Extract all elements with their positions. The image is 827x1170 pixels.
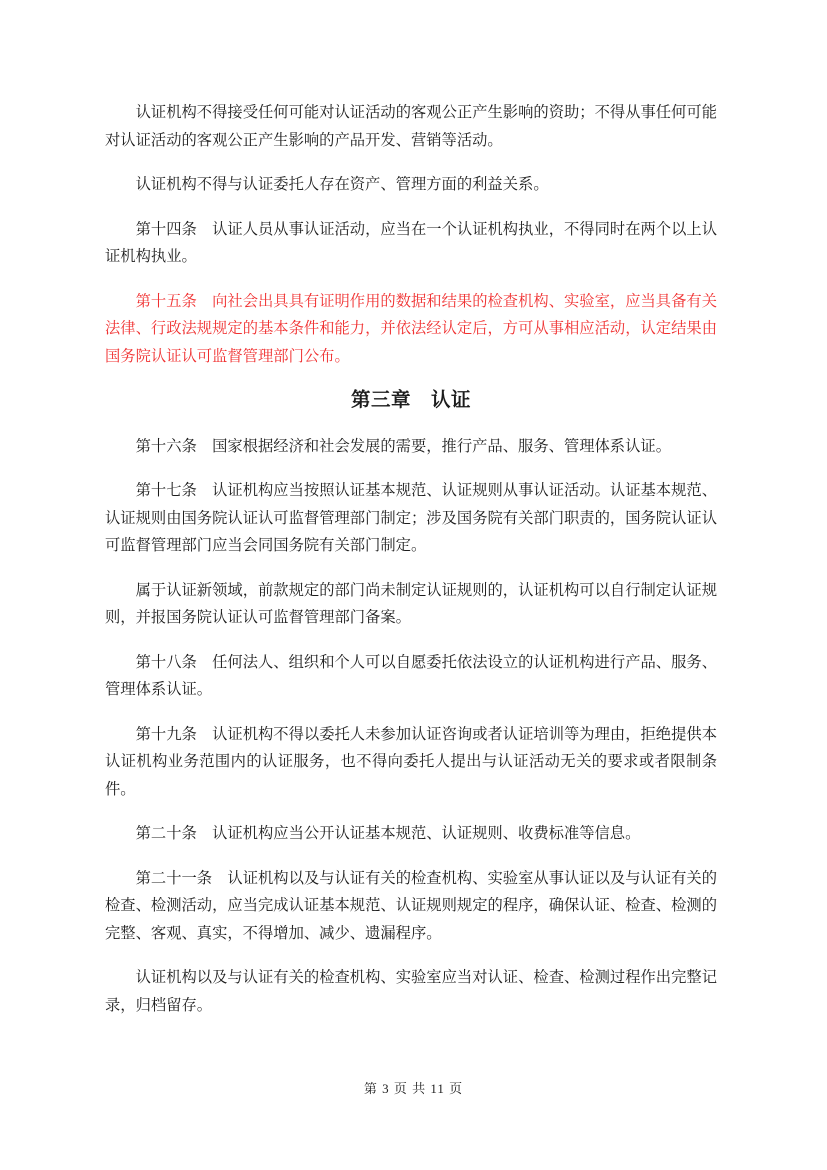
para-article-20: 第二十条 认证机构应当公开认证基本规范、认证规则、收费标准等信息。 (135, 825, 641, 842)
para-new-certification-fields: 属于认证新领域，前款规定的部门尚未制定认证规则的，认证机构可以自行制定认证规则，并报国务院认证认可监督管理部门备案。 (105, 581, 717, 626)
para-article-15-highlighted: 第十五条 向社会出具具有证明作用的数据和结果的检查机构、实验室，应当具备有关法律、行政法规规定的基本条件和能力，并依法经认定后，方可从事相应活动，认定结果由国务院认证认可监督管理部门公布。 (105, 292, 717, 365)
page-number: 第 3 页 共 11 页 (363, 1081, 464, 1096)
para-article-14: 第十四条 认证人员从事认证活动，应当在一个认证机构执业，不得同时在两个以上认证机构执业。 (105, 220, 717, 265)
para-objectivity-funding: 认证机构不得接受任何可能对认证活动的客观公正产生影响的资助；不得从事任何可能对认证活动的客观公正产生影响的产品开发、营销等活动。 (105, 104, 717, 149)
para-article-21: 第二十一条 认证机构以及与认证有关的检查机构、实验室从事认证以及与认证有关的检查、检测活动，应当完成认证基本规范、认证规则规定的程序，确保认证、检查、检测的完整、客观、真实，不得增加、减少、遗漏程序。 (105, 869, 717, 942)
para-interest-relations: 认证机构不得与认证委托人存在资产、管理方面的利益关系。 (135, 176, 549, 193)
para-record-keeping: 认证机构以及与认证有关的检查机构、实验室应当对认证、检查、检测过程作出完整记录，归档留存。 (105, 969, 717, 1014)
para-article-16: 第十六条 国家根据经济和社会发展的需要，推行产品、服务、管理体系认证。 (135, 437, 671, 455)
para-article-17: 第十七条 认证机构应当按照认证基本规范、认证规则从事认证活动。认证基本规范、认证规则由国务院认证认可监督管理部门制定；涉及国务院有关部门职责的，国务院认证认可监督管理部门应当会同国务院有关部门制定。 (105, 482, 717, 554)
page-footer (0, 1078, 827, 1097)
para-article-18: 第十八条 任何法人、组织和个人可以自愿委托依法设立的认证机构进行产品、服务、管理体系认证。 (105, 653, 717, 698)
chapter-3-heading: 第三章 认证 (350, 390, 471, 411)
para-article-19: 第十九条 认证机构不得以委托人未参加认证咨询或者认证培训等为理由，拒绝提供本认证机构业务范围内的认证服务，也不得向委托人提出与认证活动无关的要求或者限制条件。 (105, 725, 717, 798)
